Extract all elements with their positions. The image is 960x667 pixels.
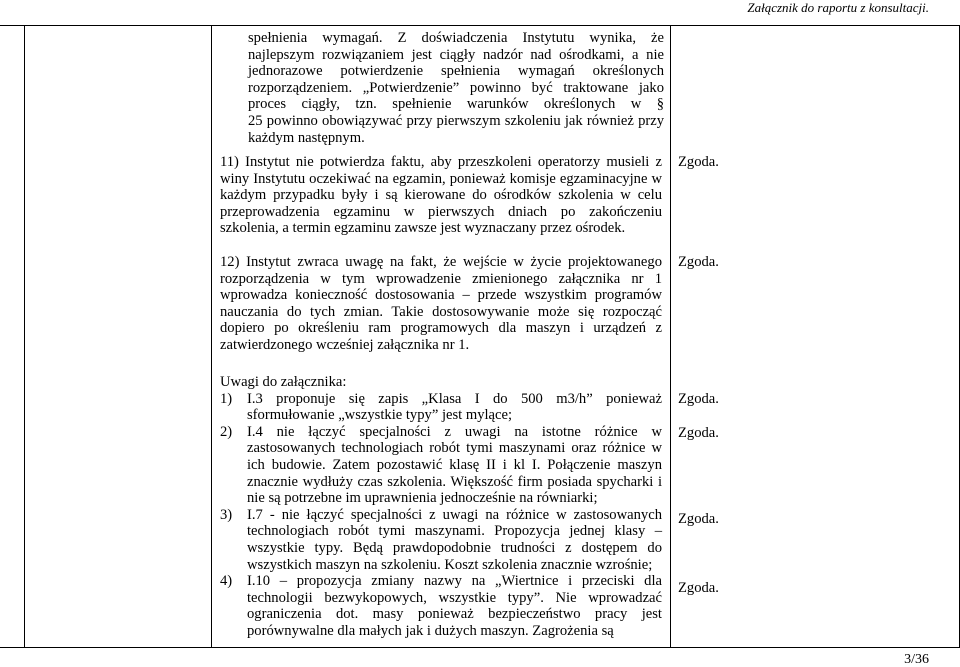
table-bottom-border <box>0 647 960 648</box>
annex-remark-item <box>220 424 662 507</box>
status-agreement: Zgoda. <box>678 254 719 270</box>
page-number: 3/36 <box>904 652 929 667</box>
status-agreement: Zgoda. <box>678 391 719 407</box>
item-number: 4) <box>220 573 233 590</box>
status-agreement: Zgoda. <box>678 425 719 441</box>
annex-remarks <box>220 374 662 640</box>
annex-remarks-heading: Uwagi do załącznika: <box>220 374 347 390</box>
comment-text: 11) Instytut nie potwierdza faktu, aby przeszkoleni operatorzy musieli z winy Instytutu oczekiwać na egzamin, ponieważ komisje egzaminacyjne w każdym przypadku były i są kierowane do ośrodków szkolenia w celu przeprowadzenia egzaminu w pierwszych dniach po zakończeniu szkolenia, a termin egzaminu zawsze jest wyznaczany przez ośrodek. <box>220 154 662 237</box>
item-text: I.4 nie łączyć specjalności z uwagi na istotne różnice w zastosowanych technologiach robót tymi maszynami oraz różnice w ich budowie. Zatem pozostawić klasę II i kl I. Połączenie maszyn znacznie wydłuży czas szkolenia. Większość firm posiada spycharki i nie są potrzebne im uprawnienia jednocześnie na równiarki; <box>247 423 662 507</box>
item-text: I.10 – propozycja zmiany nazwy na „Wiertnice i przeciski dla technologii bezwykopowych, wszystkie typy”. Nie wprowadzać ograniczenia dot. masy ponieważ bezpieczeństwo pracy jest porównywalne dla małych jak i dużych maszyn. Zagrożenia są <box>247 573 662 639</box>
comment-item-11 <box>220 154 662 237</box>
continuation-text-end: 25 powinno obowiązywać przy pierwszym szkoleniu jak również przy każdym następnym. <box>248 112 664 146</box>
status-agreement: Zgoda. <box>678 154 719 170</box>
continuation-text: spełnienia wymagań. Z doświadczenia Instytutu wynika, że najlepszym rozwiązaniem jest ciągły nadzór nad ośrodkami, a nie jednorazowe potwierdzenie spełnienia wymagań określonych rozporządzeniem. „Potwierdzenie” powinno być traktowane jako proces ciągły, tzn. spełnienie warunków określonych w § <box>248 30 664 113</box>
status-agreement: Zgoda. <box>678 580 719 596</box>
annex-remark-item <box>220 573 662 639</box>
annex-remark-item <box>220 507 662 573</box>
item-text: I.7 - nie łączyć specjalności z uwagi na różnice w zastosowanych technologiach robót tymi maszynami. Propozycja jednej klasy – wszystkie typy. Będą prawdopodobnie trudności z dostępem do wszystkich maszyn na szkoleniu. Koszt szkolenia znacznie wzrośnie; <box>247 506 662 573</box>
annex-remark-item <box>220 391 662 424</box>
column-divider-3 <box>670 25 671 648</box>
item-text: I.3 proponuje się zapis „Klasa I do 500 m3/h” ponieważ sformułowanie „wszystkie typy” jest mylące; <box>247 390 662 424</box>
table-top-border <box>0 25 960 26</box>
item-number: 3) <box>220 506 233 523</box>
column-divider-1 <box>24 25 25 648</box>
column-divider-2 <box>211 25 212 648</box>
item-number: 2) <box>220 423 233 440</box>
item-number: 1) <box>220 390 233 407</box>
comment-text: 12) Instytut zwraca uwagę na fakt, że wejście w życie projektowanego rozporządzenia w tym wprowadzenie zmienionego załącznika nr 1 wprowadza konieczność dostosowania – przede wszystkim programów nauczania do tych zmian. Takie dostosowywanie może się rozpocząć dopiero po określeniu ram programowych dla maszyn i urządzeń z zatwierdzonego wcześniej załącznika nr 1. <box>220 254 662 353</box>
status-agreement: Zgoda. <box>678 511 719 527</box>
continuation-paragraph <box>248 30 664 146</box>
comment-item-12 <box>220 254 662 354</box>
document-header-note: Załącznik do raportu z konsultacji. <box>747 0 929 15</box>
